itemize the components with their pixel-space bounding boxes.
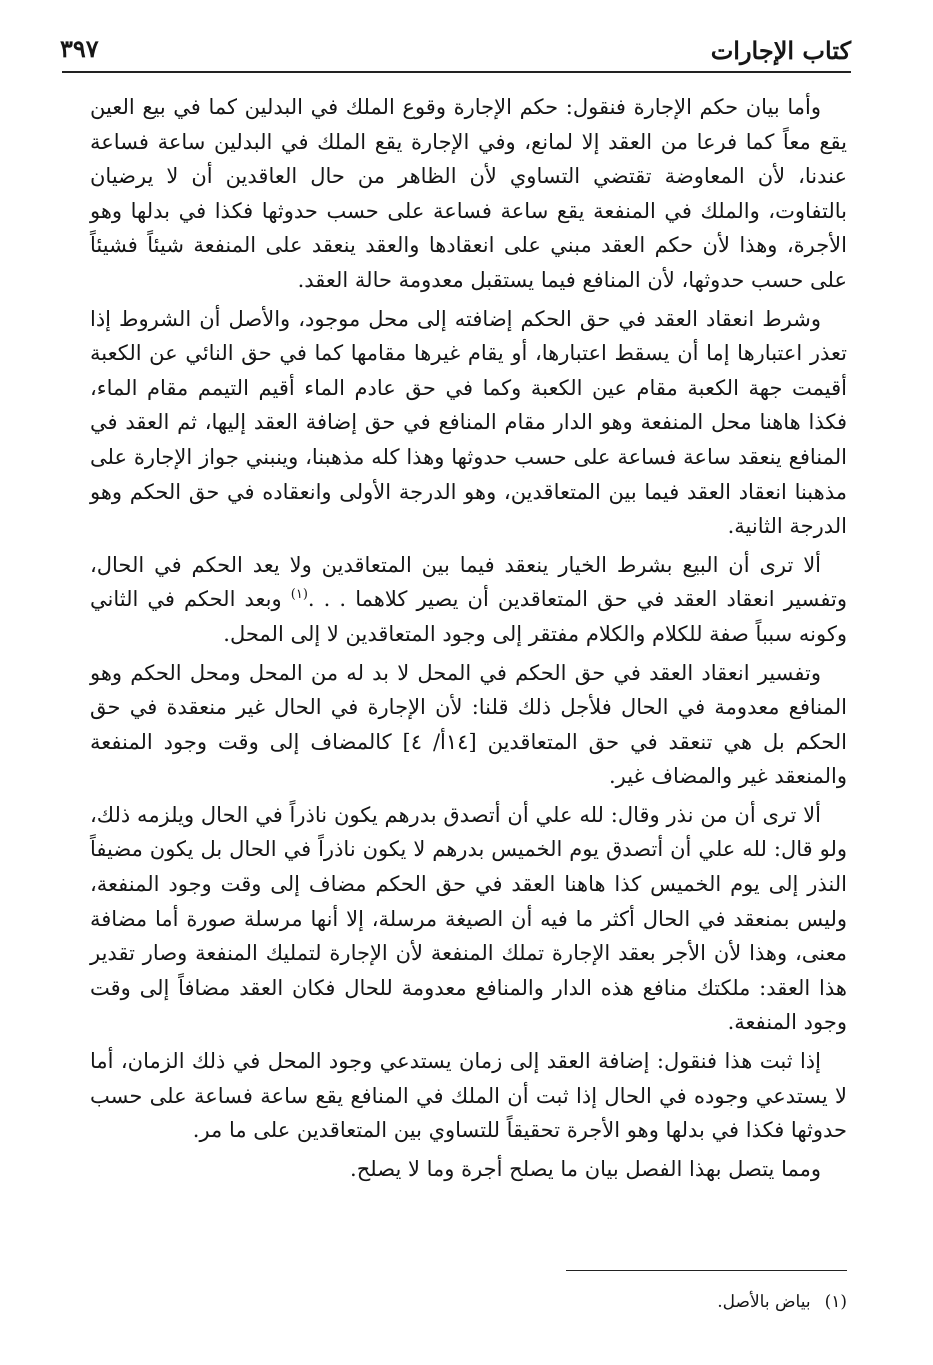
running-title: كتاب الإجارات [710, 36, 851, 65]
paragraph-6: إذا ثبت هذا فنقول: إضافة العقد إلى زمان يستدعي وجود المحل في ذلك الزمان، أما لا يستدعي وجوده في الحال إذا ثبت أن الملك في المنافع يقع ساعة فساعة على حسب حدوثها فكذا في بدلها وهو الأجرة تحقيقاً للتساوي بين المتعاقدين على ما مر. [90, 1049, 847, 1143]
footnote-text: بياض بالأصل. [717, 1292, 811, 1312]
paragraph-2: وشرط انعقاد العقد في حق الحكم إضافته إلى محل موجود، والأصل أن الشروط إذا تعذر اعتبارها إما أن يسقط اعتبارها، أو يقام غيرها مقامها كما في حق النائي عن الكعبة أقيمت جهة الكعبة مقام عين الكعبة وكما في حق عادم الماء أقيم التيمم مقام الماء، فكذا هاهنا محل المنفعة وهو الدار مقام المنافع في حق إضافة العقد إليها، ثم العقد في المنافع ينعقد ساعة فساعة على حسب حدوثها وهذا كله مذهبنا، وينبني جواز الإجارة على مذهبنا انعقاد العقد فيما بين المتعاقدين، وهو الدرجة الأولى وانعقاده في حق الحكم وهو الدرجة الثانية. [90, 306, 847, 539]
main-text [90, 90, 847, 1190]
paragraph-7: ومما يتصل بهذا الفصل بيان ما يصلح أجرة وما لا يصلح. [350, 1156, 821, 1181]
paragraph-3 [90, 548, 847, 652]
paragraph-3-text-a: ألا ترى أن البيع بشرط الخيار ينعقد فيما بين المتعاقدين ولا يعد الحكم في الحال، وتفسير انعقاد العقد في حق المتعاقدين أن يصير كلاهما . . . [90, 552, 847, 612]
footnote [717, 1292, 847, 1312]
page-header [60, 30, 851, 70]
footnote-number: (١) [824, 1292, 847, 1312]
paragraph-1: وأما بيان حكم الإجارة فنقول: حكم الإجارة وقوع الملك في البدلين كما في بيع العين يقع معاً كما فرعا من العقد إلا لمانع، وفي الإجارة يقع الملك في البدلين ساعة فساعة عندنا، لأن المعاوضة تقتضي التساوي لأن الظاهر من حال العاقدين أن لا يرضيان بالتفاوت، والملك في المنفعة يقع ساعة فساعة على حسب حدوثها فكذا في بدلها وهو الأجرة، وهذا لأن حكم العقد مبني على انعقادها والعقد ينعقد على المنفعة شيئاً فشيئاً على حسب حدوثها، لأن المنافع فيما يستقبل معدومة حالة العقد. [90, 95, 847, 292]
footnote-divider [566, 1270, 847, 1271]
header-divider [62, 71, 851, 73]
paragraph-3-text-b: وبعد الحكم في الثاني وكونه سبباً صفة للكلام والكلام مفتقر إلى وجود المتعاقدين لا إلى المحل. [90, 587, 847, 646]
footnote-reference: (١) [290, 587, 308, 603]
paragraph-5: ألا ترى أن من نذر وقال: لله علي أن أتصدق بدرهم يكون ناذراً في الحال ويلزمه ذلك، ولو قال: لله علي أن أتصدق يوم الخميس بدرهم لا يكون ناذراً في الحال بل يكون مضيفاً النذر إلى يوم الخميس كذا هاهنا العقد في حق الحكم مضاف إلى وقت وجود المنفعة، وليس بمنعقد في الحال أكثر ما فيه أن الصيغة مرسلة، إلا أنها مرسلة صورة أما مضافة معنى، وهذا لأن الأجر بعقد الإجارة تملك المنفعة لأن الإجارة لتمليك المنفعة وصار تقدير هذا العقد: ملكتك منافع هذه الدار والمنافع معدومة للحال فكان العقد مضافاً إلى وقت وجود المنفعة. [90, 802, 847, 1035]
paragraph-4: وتفسير انعقاد العقد في حق الحكم في المحل لا بد له من المحل ومحل الحكم وهو المنافع معدومة في الحال فلأجل ذلك قلنا: لأن الإجارة في الحال غير منعقدة في حق الحكم بل هي تنعقد في حق المتعاقدين [١٤أ/ ٤] كالمضاف إلى وقت وجود المنفعة والمنعقد غير والمضاف غير. [90, 660, 847, 789]
page-number: ٣٩٧ [60, 34, 99, 63]
